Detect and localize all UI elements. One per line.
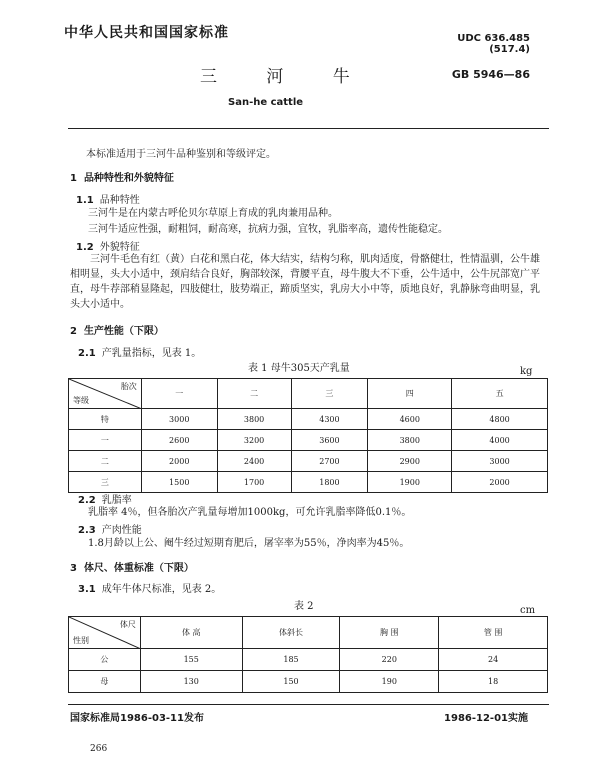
table-row	[69, 451, 548, 472]
table-1-corner-bottom: 等级	[73, 396, 89, 405]
table-cell: 185	[242, 649, 340, 671]
table-1-caption: 表 1 母牛305天产乳量	[248, 363, 350, 374]
table-2-row-label: 公	[69, 649, 141, 671]
udc-line-2: (517.4)	[489, 44, 530, 55]
table-row	[69, 671, 548, 693]
table-2-caption: 表 2	[294, 601, 314, 612]
section-2-1-heading	[78, 344, 201, 359]
table-cell: 4600	[368, 409, 452, 430]
table-cell: 1500	[141, 472, 217, 493]
table-1-col-header: 三	[291, 379, 368, 409]
table-cell: 18	[439, 671, 548, 693]
table-cell: 2700	[291, 451, 368, 472]
issuing-org: 中华人民共和国国家标准	[64, 25, 229, 41]
paragraph-1-1a: 三河牛是在内蒙古呼伦贝尔草原上育成的乳肉兼用品种。	[88, 208, 338, 219]
section-2-2-title: 乳脂率	[101, 495, 132, 506]
table-1-col-header: 一	[141, 379, 217, 409]
header-divider	[68, 128, 549, 129]
section-1-heading	[70, 169, 174, 184]
effective-date: 1986-12-01实施	[444, 713, 528, 724]
document-title-english: San-he cattle	[228, 97, 304, 108]
table-2-col-header: 胸 围	[340, 617, 439, 649]
section-1-2-title: 外貌特征	[99, 242, 140, 253]
section-3-heading	[70, 559, 194, 574]
table-2-corner-cell	[69, 617, 141, 649]
table-1-row-label: 一	[69, 430, 142, 451]
table-cell: 2400	[217, 451, 291, 472]
section-3-1-title: 成年牛体尺标准，见表 2。	[101, 584, 222, 595]
section-1-2-heading	[76, 238, 140, 253]
table-row	[69, 430, 548, 451]
table-cell: 1800	[291, 472, 368, 493]
section-2-1-number: 2.1	[78, 348, 96, 359]
table-cell: 1900	[368, 472, 452, 493]
paragraph-2-2: 乳脂率 4％，但各胎次产乳量每增加1000kg，可允许乳脂率降低0.1％。	[88, 507, 412, 518]
section-2-1-title: 产乳量指标，见表 1。	[101, 348, 202, 359]
paragraph-2-3: 1.8月龄以上公、阉牛经过短期育肥后，屠宰率为55％，净肉率为45％。	[88, 538, 410, 549]
table-2-corner-bottom: 性别	[73, 636, 89, 645]
issue-date: 国家标准局1986-03-11发布	[70, 713, 204, 724]
table-2-corner-top: 体尺	[119, 620, 136, 629]
table-cell: 2000	[141, 451, 217, 472]
table-1-row-label: 二	[69, 451, 142, 472]
table-cell: 24	[439, 649, 548, 671]
table-2-unit: cm	[520, 605, 536, 616]
table-cell: 2900	[368, 451, 452, 472]
table-cell: 3000	[452, 451, 548, 472]
gb-number: GB 5946—86	[451, 68, 530, 81]
section-1-1-title: 品种特性	[99, 195, 140, 206]
table-cell: 190	[340, 671, 439, 693]
table-cell: 130	[140, 671, 242, 693]
section-1-1-number: 1.1	[76, 195, 94, 206]
milk-yield-table	[68, 378, 548, 493]
section-2-3-number: 2.3	[78, 525, 96, 536]
table-1-row-label: 特	[69, 409, 142, 430]
table-cell: 155	[140, 649, 242, 671]
body-measurement-table	[68, 616, 548, 693]
intro-paragraph: 本标准适用于三河牛品种鉴别和等级评定。	[86, 149, 276, 160]
table-1-col-header: 四	[368, 379, 452, 409]
table-1-unit: kg	[520, 366, 533, 377]
section-2-title: 生产性能（下限）	[83, 326, 164, 337]
paragraph-1-1b: 三河牛适应性强，耐粗饲，耐高寒，抗病力强，宜牧，乳脂率高，遗传性能稳定。	[88, 224, 448, 235]
table-cell: 1700	[217, 472, 291, 493]
table-cell: 150	[242, 671, 340, 693]
table-1-corner-cell	[69, 379, 142, 409]
table-1-row-label: 三	[69, 472, 142, 493]
section-2-number: 2	[70, 326, 77, 337]
table-cell: 2000	[452, 472, 548, 493]
page-number: 266	[90, 744, 108, 754]
table-cell: 4800	[452, 409, 548, 430]
section-2-2-number: 2.2	[78, 495, 96, 506]
table-row	[69, 472, 548, 493]
table-2-col-header: 管 围	[439, 617, 548, 649]
table-cell: 3800	[217, 409, 291, 430]
section-3-1-number: 3.1	[78, 584, 96, 595]
section-2-3-title: 产肉性能	[101, 525, 142, 536]
table-2-col-header: 体斜长	[242, 617, 340, 649]
table-cell: 3200	[217, 430, 291, 451]
table-cell: 220	[340, 649, 439, 671]
table-row	[69, 649, 548, 671]
table-1-corner-top: 胎次	[120, 382, 137, 391]
section-1-1-heading	[76, 191, 140, 206]
table-1-col-header: 二	[217, 379, 291, 409]
table-2-row-label: 母	[69, 671, 141, 693]
section-2-heading	[70, 322, 164, 337]
table-1-col-header: 五	[452, 379, 548, 409]
section-3-1-heading	[78, 580, 221, 595]
table-cell: 2600	[141, 430, 217, 451]
udc-line-1: UDC 636.485	[457, 33, 530, 44]
table-row	[69, 409, 548, 430]
document-title: 三 河 牛	[200, 67, 372, 87]
table-cell: 3000	[141, 409, 217, 430]
footer-divider	[68, 704, 549, 705]
section-1-title: 品种特性和外貌特征	[83, 173, 174, 184]
table-2-col-header: 体 高	[140, 617, 242, 649]
section-1-number: 1	[70, 173, 77, 184]
section-3-number: 3	[70, 563, 77, 574]
table-2-header-row	[69, 617, 548, 649]
table-cell: 4300	[291, 409, 368, 430]
section-2-3-heading	[78, 521, 142, 536]
section-2-2-heading	[78, 491, 132, 506]
table-cell: 4000	[452, 430, 548, 451]
udc-code	[457, 33, 530, 55]
table-cell: 3600	[291, 430, 368, 451]
paragraph-1-2: 三河牛毛色有红（黄）白花和黑白花，体大结实，结构匀称，肌肉适度，骨骼健壮，性情温驯，公牛雄相明显，头大小适中，颈肩结合良好，胸部较深，背腰平直，母牛腹大不下垂，公牛适中，公牛尻部宽广平直，母牛荐部稍显隆起，四肢健壮，肢势端正，蹄质坚实，乳房大小中等，质地良好，乳静脉弯曲明显，乳头大小适中。	[70, 254, 540, 310]
table-cell: 3800	[368, 430, 452, 451]
table-1-header-row	[69, 379, 548, 409]
section-1-2-number: 1.2	[76, 242, 94, 253]
section-3-title: 体尺、体重标准（下限）	[83, 563, 194, 574]
